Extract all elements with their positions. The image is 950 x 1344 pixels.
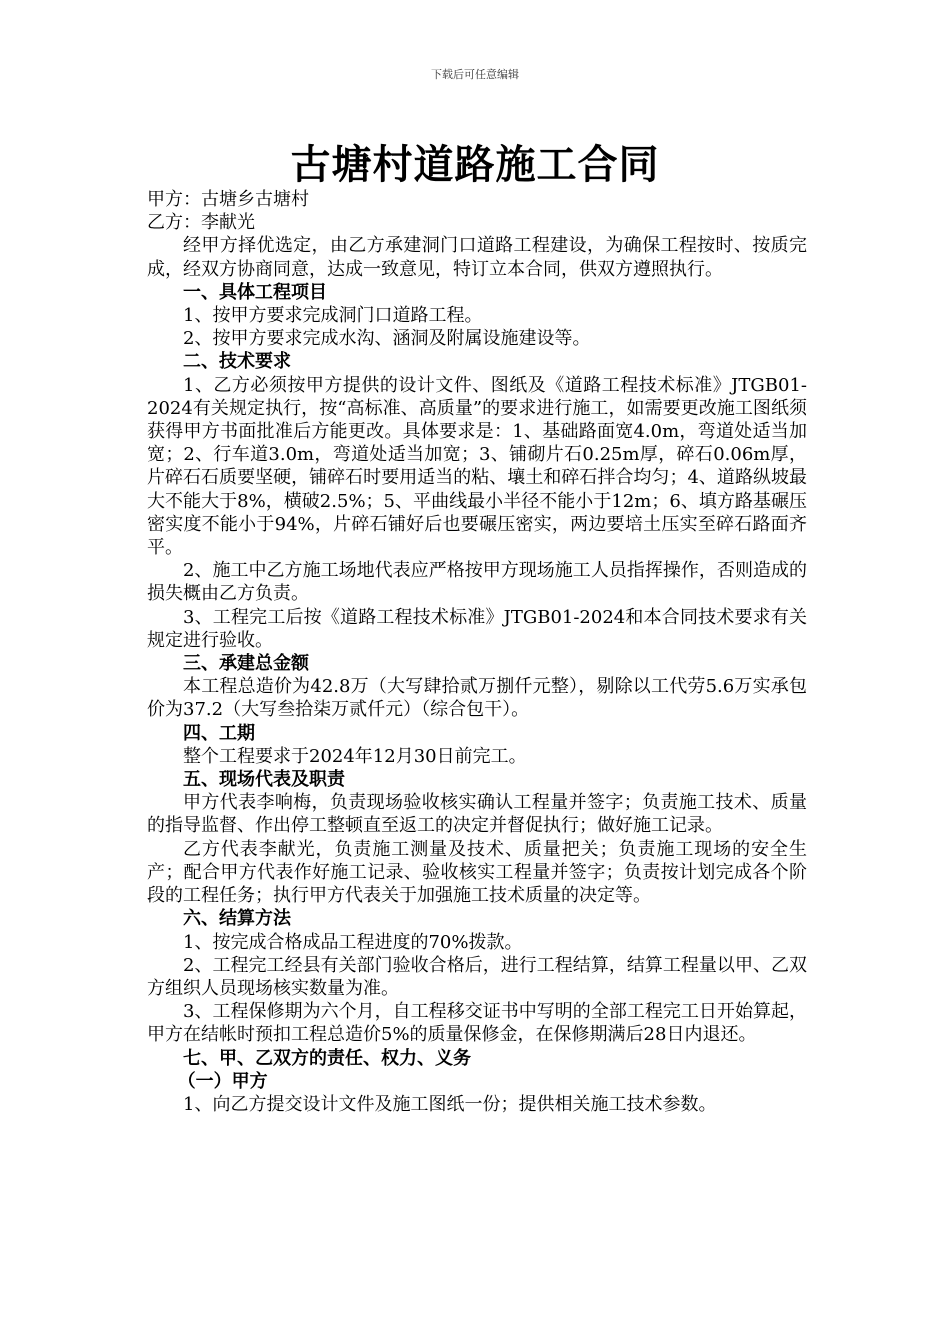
page-header-note: 下载后可任意编辑 xyxy=(431,68,519,81)
clause-paragraph: 2、施工中乙方施工场地代表应严格按甲方现场施工人员指挥操作，否则造成的损失概由乙方负责。 xyxy=(147,560,807,605)
clause-paragraph: 乙方代表李献光，负责施工测量及技术、质量把关；负责施工现场的安全生产；配合甲方代表作好施工记录、验收核实工程量并签字；负责按计划完成各个阶段的工程任务；执行甲方代表关于加强施工技术质量的决定等。 xyxy=(147,838,807,907)
subsection-heading: （一）甲方 xyxy=(177,1070,268,1092)
clause-paragraph: 1、乙方必须按甲方提供的设计文件、图纸及《道路工程技术标准》JTGB01-2024有关规定执行，按“高标准、高质量”的要求进行施工，如需要更改施工图纸须获得甲方书面批准后方能更改。具体要求是：1、基础路面宽4.0m，弯道处适当加宽；2、行车道3.0m，弯道处适当加宽；3、铺砌片石0.25m厚，碎石0.06m厚，片碎石石质要坚硬，铺碎石时要用适当的粘、壤土和碎石拌合均匀；4、道路纵坡最大不能大于8%，横破2.5%；5、平曲线最小半径不能小于12m；6、填方路基碾压密实度不能小于94%，片碎石铺好后也要碾压密实，两边要培土压实至碎石路面齐平。 xyxy=(147,374,807,559)
party-b-line: 乙方：李献光 xyxy=(147,212,255,234)
clause-paragraph: 3、工程保修期为六个月，自工程移交证书中写明的全部工程完工日开始算起，甲方在结帐时预扣工程总造价5%的质量保修金，在保修期满后28日内退还。 xyxy=(147,1001,807,1046)
contract-body xyxy=(147,188,807,1116)
section-heading: 五、现场代表及职责 xyxy=(183,769,345,791)
section-heading: 三、承建总金额 xyxy=(183,653,309,675)
section-heading: 六、结算方法 xyxy=(183,908,291,930)
clause-paragraph: 1、向乙方提交设计文件及施工图纸一份；提供相关施工技术参数。 xyxy=(183,1093,717,1115)
section-heading: 七、甲、乙双方的责任、权力、义务 xyxy=(183,1047,471,1069)
clause-paragraph: 1、按完成合格成品工程进度的70%拨款。 xyxy=(183,931,523,953)
party-a-line: 甲方：古塘乡古塘村 xyxy=(147,189,309,210)
document-title: 古塘村道路施工合同 xyxy=(290,141,660,188)
clause-paragraph: 1、按甲方要求完成洞门口道路工程。 xyxy=(183,305,483,327)
section-heading: 四、工期 xyxy=(183,722,255,744)
clause-paragraph: 本工程总造价为42.8万（大写肆拾贰万捌仟元整），剔除以工代劳5.6万实承包价为37.2（大写叁拾柒万贰仟元）（综合包干）。 xyxy=(147,676,807,721)
clause-paragraph: 2、工程完工经县有关部门验收合格后，进行工程结算，结算工程量以甲、乙双方组织人员现场核实数量为准。 xyxy=(147,954,807,999)
clause-paragraph: 3、工程完工后按《道路工程技术标准》JTGB01-2024和本合同技术要求有关规定进行验收。 xyxy=(147,606,807,651)
section-heading: 二、技术要求 xyxy=(183,351,291,373)
clause-paragraph: 2、按甲方要求完成水沟、涵洞及附属设施建设等。 xyxy=(183,328,591,350)
preamble-paragraph: 经甲方择优选定，由乙方承建洞门口道路工程建设，为确保工程按时、按质完成，经双方协商同意，达成一致意见，特订立本合同，供双方遵照执行。 xyxy=(147,235,807,280)
section-heading: 一、具体工程项目 xyxy=(183,281,327,303)
clause-paragraph: 甲方代表李响梅，负责现场验收核实确认工程量并签字；负责施工技术、质量的指导监督、作出停工整顿直至返工的决定并督促执行；做好施工记录。 xyxy=(147,792,807,837)
clause-paragraph: 整个工程要求于2024年12月30日前完工。 xyxy=(183,745,527,767)
